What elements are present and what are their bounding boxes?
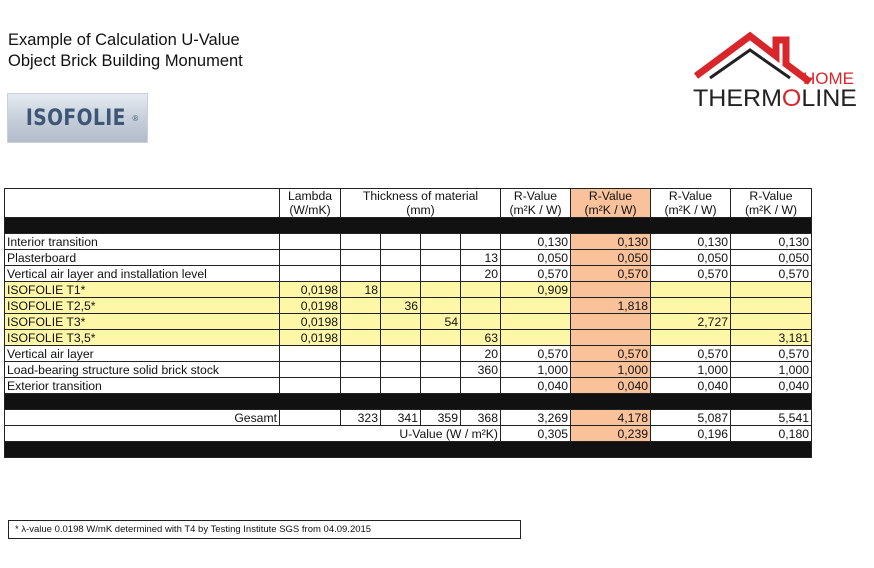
table-row — [5, 314, 812, 330]
thickness-value — [461, 234, 501, 250]
lambda-value: 0,0198 — [280, 282, 341, 298]
r-value: 0,050 — [731, 250, 812, 266]
layer-name: ISOFOLIE T2,5* — [5, 298, 280, 314]
header-separator — [5, 218, 812, 234]
total-thickness: 359 — [421, 410, 461, 426]
thickness-value: 20 — [461, 266, 501, 282]
r-value: 0,570 — [501, 266, 571, 282]
header-lambda: Lambda (W/mK) — [280, 189, 341, 218]
header-r-value-3: R-Value (m²K / W) — [651, 189, 731, 218]
total-r-value: 3,269 — [501, 410, 571, 426]
r-value — [651, 330, 731, 346]
thickness-value — [461, 282, 501, 298]
thickness-value — [381, 234, 421, 250]
thickness-value: 36 — [381, 298, 421, 314]
table-row — [5, 378, 812, 394]
lambda-value — [280, 234, 341, 250]
title-line-2: Object Brick Building Monument — [8, 52, 243, 70]
u-value: 0,239 — [571, 426, 651, 442]
thickness-value — [461, 314, 501, 330]
r-value: 1,818 — [571, 298, 651, 314]
thickness-value — [341, 298, 381, 314]
r-value — [501, 298, 571, 314]
r-value: 3,181 — [731, 330, 812, 346]
total-r-value: 5,087 — [651, 410, 731, 426]
r-value: 0,050 — [571, 250, 651, 266]
table-row — [5, 250, 812, 266]
lambda-value — [280, 250, 341, 266]
thickness-value — [341, 266, 381, 282]
r-value — [731, 314, 812, 330]
layer-name: Plasterboard — [5, 250, 280, 266]
table-row — [5, 362, 812, 378]
document-title — [8, 30, 243, 72]
isofolie-logo — [7, 93, 148, 143]
layer-name: ISOFOLIE T3,5* — [5, 330, 280, 346]
r-value: 0,050 — [501, 250, 571, 266]
table-row — [5, 266, 812, 282]
thickness-value — [421, 330, 461, 346]
lambda-value: 0,0198 — [280, 314, 341, 330]
thickness-value — [341, 362, 381, 378]
r-value — [651, 298, 731, 314]
r-value: 2,727 — [651, 314, 731, 330]
r-value — [731, 298, 812, 314]
thickness-value: 63 — [461, 330, 501, 346]
lambda-value: 0,0198 — [280, 298, 341, 314]
u-value: 0,196 — [651, 426, 731, 442]
r-value: 0,130 — [571, 234, 651, 250]
thickness-value — [381, 250, 421, 266]
r-value: 0,130 — [501, 234, 571, 250]
r-value: 0,570 — [731, 266, 812, 282]
r-value: 0,570 — [571, 346, 651, 362]
header-r-value-4: R-Value (m²K / W) — [731, 189, 812, 218]
r-value — [571, 314, 651, 330]
thickness-value — [421, 234, 461, 250]
table-body — [5, 234, 812, 394]
lambda-value — [280, 346, 341, 362]
thickness-value — [381, 266, 421, 282]
table-row — [5, 346, 812, 362]
u-value: 0,305 — [501, 426, 571, 442]
u-value-label: U-Value (W / m²K) — [5, 426, 501, 442]
header-r-value-2: R-Value (m²K / W) — [571, 189, 651, 218]
r-value: 0,570 — [651, 266, 731, 282]
table-bottom-border — [5, 442, 812, 458]
r-value: 0,050 — [651, 250, 731, 266]
title-line-1: Example of Calculation U-Value — [8, 31, 240, 49]
r-value: 0,570 — [731, 346, 812, 362]
thickness-value — [421, 378, 461, 394]
r-value: 0,040 — [501, 378, 571, 394]
thickness-value: 13 — [461, 250, 501, 266]
thickness-value — [421, 298, 461, 314]
layer-name: Interior transition — [5, 234, 280, 250]
lambda-value — [280, 378, 341, 394]
layer-name: Exterior transition — [5, 378, 280, 394]
r-value: 0,909 — [501, 282, 571, 298]
total-thickness: 368 — [461, 410, 501, 426]
header-thickness: Thickness of material (mm) — [341, 189, 501, 218]
thickness-value — [381, 314, 421, 330]
lambda-value: 0,0198 — [280, 330, 341, 346]
total-r-value: 4,178 — [571, 410, 651, 426]
r-value — [571, 282, 651, 298]
table-row — [5, 234, 812, 250]
r-value: 1,000 — [651, 362, 731, 378]
r-value — [571, 330, 651, 346]
header-blank — [5, 189, 280, 218]
thickness-value — [421, 346, 461, 362]
r-value: 0,130 — [651, 234, 731, 250]
thickness-value: 20 — [461, 346, 501, 362]
total-thickness: 341 — [381, 410, 421, 426]
thickness-value — [341, 330, 381, 346]
thickness-value — [341, 378, 381, 394]
footnote: * λ-value 0.0198 W/mK determined with T4 by Testing Institute SGS from 04.09.2015 — [8, 520, 521, 539]
r-value — [731, 282, 812, 298]
table-row — [5, 282, 812, 298]
header-row — [5, 189, 812, 218]
r-value: 0,040 — [571, 378, 651, 394]
r-value: 0,570 — [501, 346, 571, 362]
r-value: 1,000 — [571, 362, 651, 378]
thermoline-home-logo — [690, 28, 860, 110]
table-row — [5, 330, 812, 346]
thickness-value — [381, 330, 421, 346]
thickness-value: 18 — [341, 282, 381, 298]
r-value — [651, 282, 731, 298]
u-value-row — [5, 426, 812, 442]
total-row — [5, 410, 812, 426]
r-value: 1,000 — [731, 362, 812, 378]
thickness-value: 54 — [421, 314, 461, 330]
thickness-value — [381, 282, 421, 298]
thickness-value — [421, 250, 461, 266]
total-label: Gesamt — [5, 410, 280, 426]
thickness-value — [381, 378, 421, 394]
r-value: 0,570 — [651, 346, 731, 362]
thickness-value — [381, 346, 421, 362]
thickness-value — [341, 314, 381, 330]
r-value: 1,000 — [501, 362, 571, 378]
thickness-value — [341, 250, 381, 266]
r-value — [501, 330, 571, 346]
r-value: 0,570 — [571, 266, 651, 282]
thickness-value: 360 — [461, 362, 501, 378]
total-thickness: 323 — [341, 410, 381, 426]
thickness-value — [461, 298, 501, 314]
r-value: 0,130 — [731, 234, 812, 250]
layer-name: Load-bearing structure solid brick stock — [5, 362, 280, 378]
layer-name: ISOFOLIE T3* — [5, 314, 280, 330]
layer-name: Vertical air layer — [5, 346, 280, 362]
r-value: 0,040 — [731, 378, 812, 394]
thickness-value — [341, 234, 381, 250]
registered-mark: ® — [132, 113, 139, 123]
total-lambda-cell — [280, 410, 341, 426]
layer-name: Vertical air layer and installation level — [5, 266, 280, 282]
logo-thermoline-text: THERM OLINE — [693, 85, 855, 110]
thickness-value — [341, 346, 381, 362]
isofolie-logo-text: ISOFOLIE — [25, 105, 126, 131]
lambda-value — [280, 266, 341, 282]
thickness-value — [461, 378, 501, 394]
total-separator — [5, 394, 812, 410]
u-value-calculation-table — [4, 188, 812, 458]
table-row — [5, 298, 812, 314]
header-r-value-1: R-Value (m²K / W) — [501, 189, 571, 218]
r-value: 0,040 — [651, 378, 731, 394]
r-value — [501, 314, 571, 330]
lambda-value — [280, 362, 341, 378]
layer-name: ISOFOLIE T1* — [5, 282, 280, 298]
u-value: 0,180 — [731, 426, 812, 442]
logo-home-text: HOME — [803, 69, 854, 88]
thickness-value — [381, 362, 421, 378]
total-r-value: 5,541 — [731, 410, 812, 426]
thickness-value — [421, 266, 461, 282]
thickness-value — [421, 362, 461, 378]
thickness-value — [421, 282, 461, 298]
